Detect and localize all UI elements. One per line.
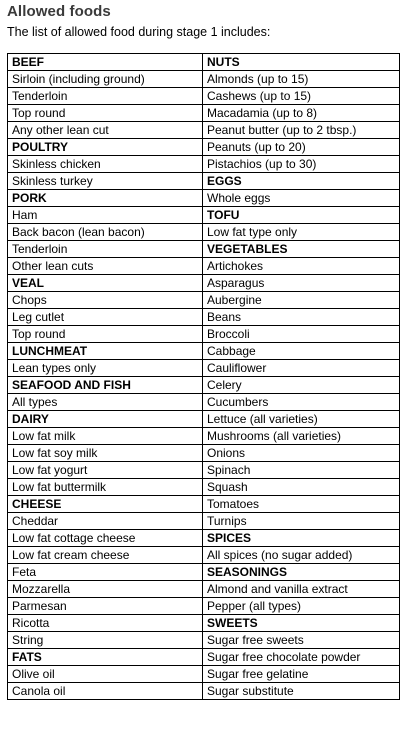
- food-item-cell: All spices (no sugar added): [203, 547, 400, 564]
- allowed-foods-table: [7, 53, 400, 700]
- table-row: [8, 530, 400, 547]
- table-row: [8, 377, 400, 394]
- food-item-cell: Onions: [203, 445, 400, 462]
- table-row: [8, 598, 400, 615]
- food-item-cell: Sugar free gelatine: [203, 666, 400, 683]
- food-item-cell: Artichokes: [203, 258, 400, 275]
- table-row: [8, 445, 400, 462]
- food-item-cell: Chops: [8, 292, 203, 309]
- food-item-cell: Lettuce (all varieties): [203, 411, 400, 428]
- food-item-cell: Celery: [203, 377, 400, 394]
- table-row: [8, 88, 400, 105]
- food-item-cell: Ricotta: [8, 615, 203, 632]
- food-item-cell: Cauliflower: [203, 360, 400, 377]
- table-row: [8, 394, 400, 411]
- category-header-cell: VEGETABLES: [203, 241, 400, 258]
- food-item-cell: Back bacon (lean bacon): [8, 224, 203, 241]
- category-header-cell: SEASONINGS: [203, 564, 400, 581]
- food-item-cell: All types: [8, 394, 203, 411]
- food-item-cell: Low fat milk: [8, 428, 203, 445]
- food-item-cell: Top round: [8, 326, 203, 343]
- category-header-cell: POULTRY: [8, 139, 203, 156]
- table-row: [8, 547, 400, 564]
- food-item-cell: Low fat soy milk: [8, 445, 203, 462]
- category-header-cell: SPICES: [203, 530, 400, 547]
- category-header-cell: PORK: [8, 190, 203, 207]
- category-header-cell: DAIRY: [8, 411, 203, 428]
- food-item-cell: Tenderloin: [8, 88, 203, 105]
- category-header-cell: TOFU: [203, 207, 400, 224]
- food-item-cell: Olive oil: [8, 666, 203, 683]
- category-header-cell: SWEETS: [203, 615, 400, 632]
- page-subtitle: The list of allowed food during stage 1 includes:: [7, 25, 271, 39]
- food-item-cell: Other lean cuts: [8, 258, 203, 275]
- table-row: [8, 71, 400, 88]
- food-item-cell: Cucumbers: [203, 394, 400, 411]
- table-row: [8, 649, 400, 666]
- category-header-cell: LUNCHMEAT: [8, 343, 203, 360]
- table-row: [8, 411, 400, 428]
- table-row: [8, 343, 400, 360]
- table-row: [8, 292, 400, 309]
- food-item-cell: Peanut butter (up to 2 tbsp.): [203, 122, 400, 139]
- category-header-cell: EGGS: [203, 173, 400, 190]
- table-row: [8, 241, 400, 258]
- table-row: [8, 683, 400, 700]
- table-row: [8, 564, 400, 581]
- food-item-cell: Asparagus: [203, 275, 400, 292]
- table-row: [8, 105, 400, 122]
- food-item-cell: Ham: [8, 207, 203, 224]
- food-item-cell: Beans: [203, 309, 400, 326]
- table-row: [8, 224, 400, 241]
- table-row: [8, 173, 400, 190]
- food-item-cell: Aubergine: [203, 292, 400, 309]
- food-item-cell: Parmesan: [8, 598, 203, 615]
- food-item-cell: Sugar substitute: [203, 683, 400, 700]
- food-item-cell: Sugar free chocolate powder: [203, 649, 400, 666]
- table-row: [8, 54, 400, 71]
- food-item-cell: Squash: [203, 479, 400, 496]
- table-row: [8, 309, 400, 326]
- table-row: [8, 513, 400, 530]
- category-header-cell: BEEF: [8, 54, 203, 71]
- food-item-cell: Cashews (up to 15): [203, 88, 400, 105]
- food-item-cell: Broccoli: [203, 326, 400, 343]
- table-row: [8, 360, 400, 377]
- food-item-cell: Macadamia (up to 8): [203, 105, 400, 122]
- food-item-cell: Mozzarella: [8, 581, 203, 598]
- food-item-cell: Low fat type only: [203, 224, 400, 241]
- table-row: [8, 275, 400, 292]
- food-item-cell: Top round: [8, 105, 203, 122]
- food-item-cell: Pepper (all types): [203, 598, 400, 615]
- category-header-cell: NUTS: [203, 54, 400, 71]
- food-item-cell: Leg cutlet: [8, 309, 203, 326]
- table-row: [8, 496, 400, 513]
- category-header-cell: FATS: [8, 649, 203, 666]
- table-row: [8, 190, 400, 207]
- food-item-cell: Pistachios (up to 30): [203, 156, 400, 173]
- food-item-cell: Sugar free sweets: [203, 632, 400, 649]
- page-title: Allowed foods: [7, 3, 111, 20]
- table-row: [8, 207, 400, 224]
- table-row: [8, 326, 400, 343]
- food-item-cell: Low fat cottage cheese: [8, 530, 203, 547]
- food-item-cell: Low fat buttermilk: [8, 479, 203, 496]
- table-row: [8, 122, 400, 139]
- table-row: [8, 666, 400, 683]
- table-row: [8, 581, 400, 598]
- table-row: [8, 462, 400, 479]
- food-item-cell: Almond and vanilla extract: [203, 581, 400, 598]
- food-item-cell: Any other lean cut: [8, 122, 203, 139]
- category-header-cell: VEAL: [8, 275, 203, 292]
- food-item-cell: Turnips: [203, 513, 400, 530]
- food-item-cell: Sirloin (including ground): [8, 71, 203, 88]
- food-item-cell: Almonds (up to 15): [203, 71, 400, 88]
- food-item-cell: Whole eggs: [203, 190, 400, 207]
- food-item-cell: String: [8, 632, 203, 649]
- food-item-cell: Tenderloin: [8, 241, 203, 258]
- food-item-cell: Tomatoes: [203, 496, 400, 513]
- food-item-cell: Low fat cream cheese: [8, 547, 203, 564]
- table-row: [8, 428, 400, 445]
- food-item-cell: Spinach: [203, 462, 400, 479]
- food-item-cell: Mushrooms (all varieties): [203, 428, 400, 445]
- category-header-cell: CHEESE: [8, 496, 203, 513]
- food-item-cell: Skinless turkey: [8, 173, 203, 190]
- table-row: [8, 258, 400, 275]
- food-item-cell: Lean types only: [8, 360, 203, 377]
- food-item-cell: Cheddar: [8, 513, 203, 530]
- food-item-cell: Peanuts (up to 20): [203, 139, 400, 156]
- table-body: [8, 54, 400, 700]
- table-row: [8, 479, 400, 496]
- table-row: [8, 632, 400, 649]
- category-header-cell: SEAFOOD AND FISH: [8, 377, 203, 394]
- food-item-cell: Feta: [8, 564, 203, 581]
- food-item-cell: Skinless chicken: [8, 156, 203, 173]
- table-row: [8, 156, 400, 173]
- food-item-cell: Cabbage: [203, 343, 400, 360]
- table-row: [8, 139, 400, 156]
- food-item-cell: Low fat yogurt: [8, 462, 203, 479]
- table-row: [8, 615, 400, 632]
- food-item-cell: Canola oil: [8, 683, 203, 700]
